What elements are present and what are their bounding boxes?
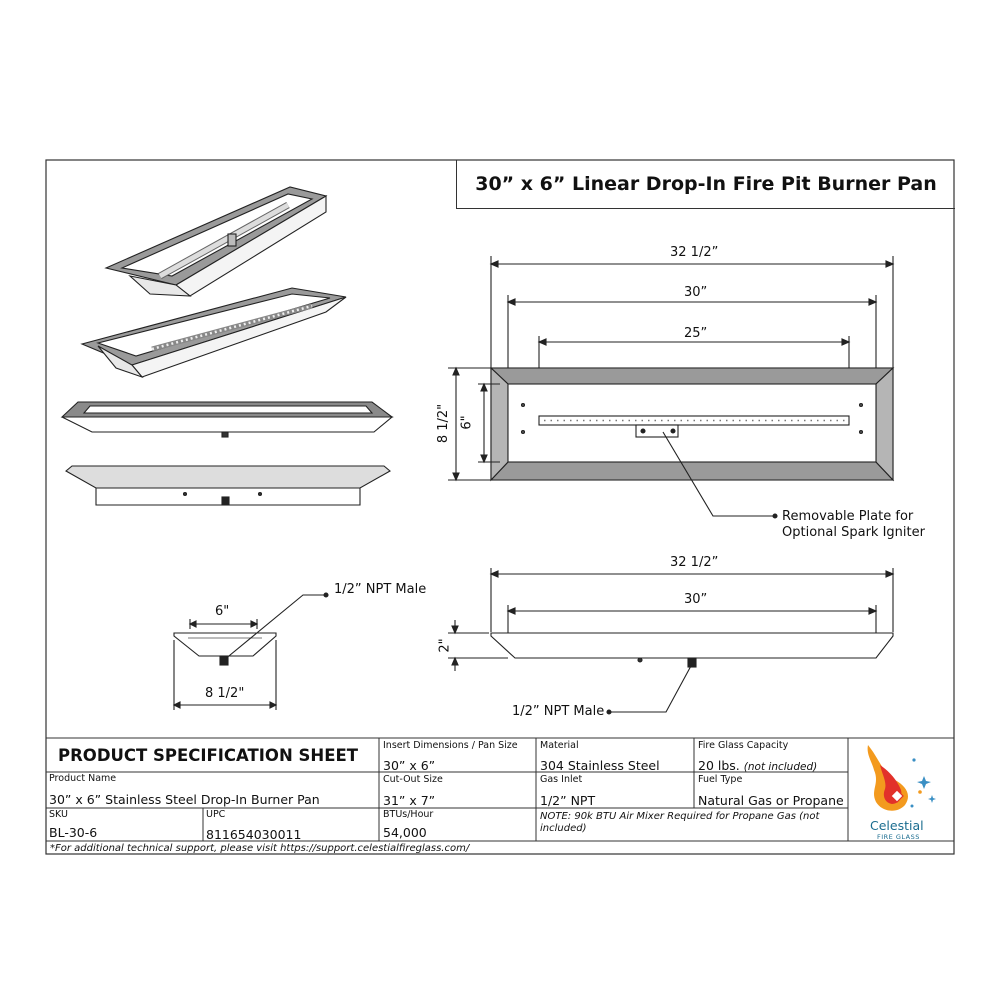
dim-burner-length: 25”: [684, 326, 708, 341]
sku-value: BL-30-6: [49, 825, 98, 840]
dim-end-overall-width: 8 1/2": [205, 686, 245, 701]
sku-label: SKU: [49, 809, 68, 820]
igniter-callout: Removable Plate for: [782, 509, 914, 524]
top-view: [448, 256, 893, 518]
support-note: *For additional technical support, please visit https://support.celestialfireglass.com/: [50, 843, 470, 854]
dim-insert-length-top: 30”: [684, 285, 708, 300]
capacity-value: [698, 758, 817, 773]
dim-insert-length-side: 30”: [684, 592, 708, 607]
capacity-note: (not included): [743, 761, 818, 773]
side-elevation: [448, 568, 893, 714]
material-value: 304 Stainless Steel: [540, 758, 660, 773]
iso-view-angled: [82, 288, 346, 377]
npt-callout-side: 1/2” NPT Male: [512, 704, 605, 719]
capacity-label: Fire Glass Capacity: [698, 740, 789, 751]
spec-heading: PRODUCT SPECIFICATION SHEET: [58, 746, 358, 765]
side-view-upper: [62, 402, 392, 437]
dim-overall-width: 8 1/2": [436, 403, 452, 444]
btu-label: BTUs/Hour: [383, 809, 434, 820]
cutout-value: 31” x 7”: [383, 793, 436, 808]
capacity-amount: 20 lbs.: [698, 758, 740, 773]
dim-height: 2": [437, 638, 453, 653]
iso-view-top: [106, 187, 326, 296]
insert-dimensions-value: 30” x 6”: [383, 758, 436, 773]
star-icon: [912, 758, 915, 761]
dim-overall-length-side: 32 1/2”: [670, 555, 719, 570]
npt-callout-end: 1/2” NPT Male: [334, 582, 427, 597]
end-view: [174, 593, 328, 710]
gas-inlet-label: Gas Inlet: [540, 774, 583, 785]
dim-insert-width: 6": [459, 415, 475, 430]
logo-name: Celestial: [870, 818, 924, 833]
gas-inlet-value: 1/2” NPT: [540, 793, 596, 808]
fuel-type-label: Fuel Type: [698, 774, 743, 785]
dim-overall-length-top: 32 1/2”: [670, 245, 719, 260]
material-label: Material: [540, 740, 579, 751]
product-name-value: 30” x 6” Stainless Steel Drop-In Burner Pan: [49, 792, 320, 807]
celestial-logo: [868, 745, 936, 811]
fuel-type-value: Natural Gas or Propane: [698, 793, 844, 808]
side-view-lower: [66, 466, 390, 505]
propane-note: NOTE: 90k BTU Air Mixer Required for Propane Gas (not included): [540, 811, 820, 834]
insert-dimensions-label: Insert Dimensions / Pan Size: [383, 740, 518, 751]
upc-label: UPC: [206, 809, 226, 820]
dim-end-insert-width: 6": [215, 604, 230, 619]
upc-value: 811654030011: [206, 827, 302, 842]
logo-sub: FIRE GLASS: [877, 833, 920, 841]
igniter-callout-line2: Optional Spark Igniter: [782, 525, 925, 540]
btu-value: 54,000: [383, 825, 427, 840]
cutout-label: Cut-Out Size: [383, 774, 443, 785]
sheet-title: 30” x 6” Linear Drop-In Fire Pit Burner Pan: [456, 160, 955, 209]
product-name-label: Product Name: [49, 773, 117, 784]
